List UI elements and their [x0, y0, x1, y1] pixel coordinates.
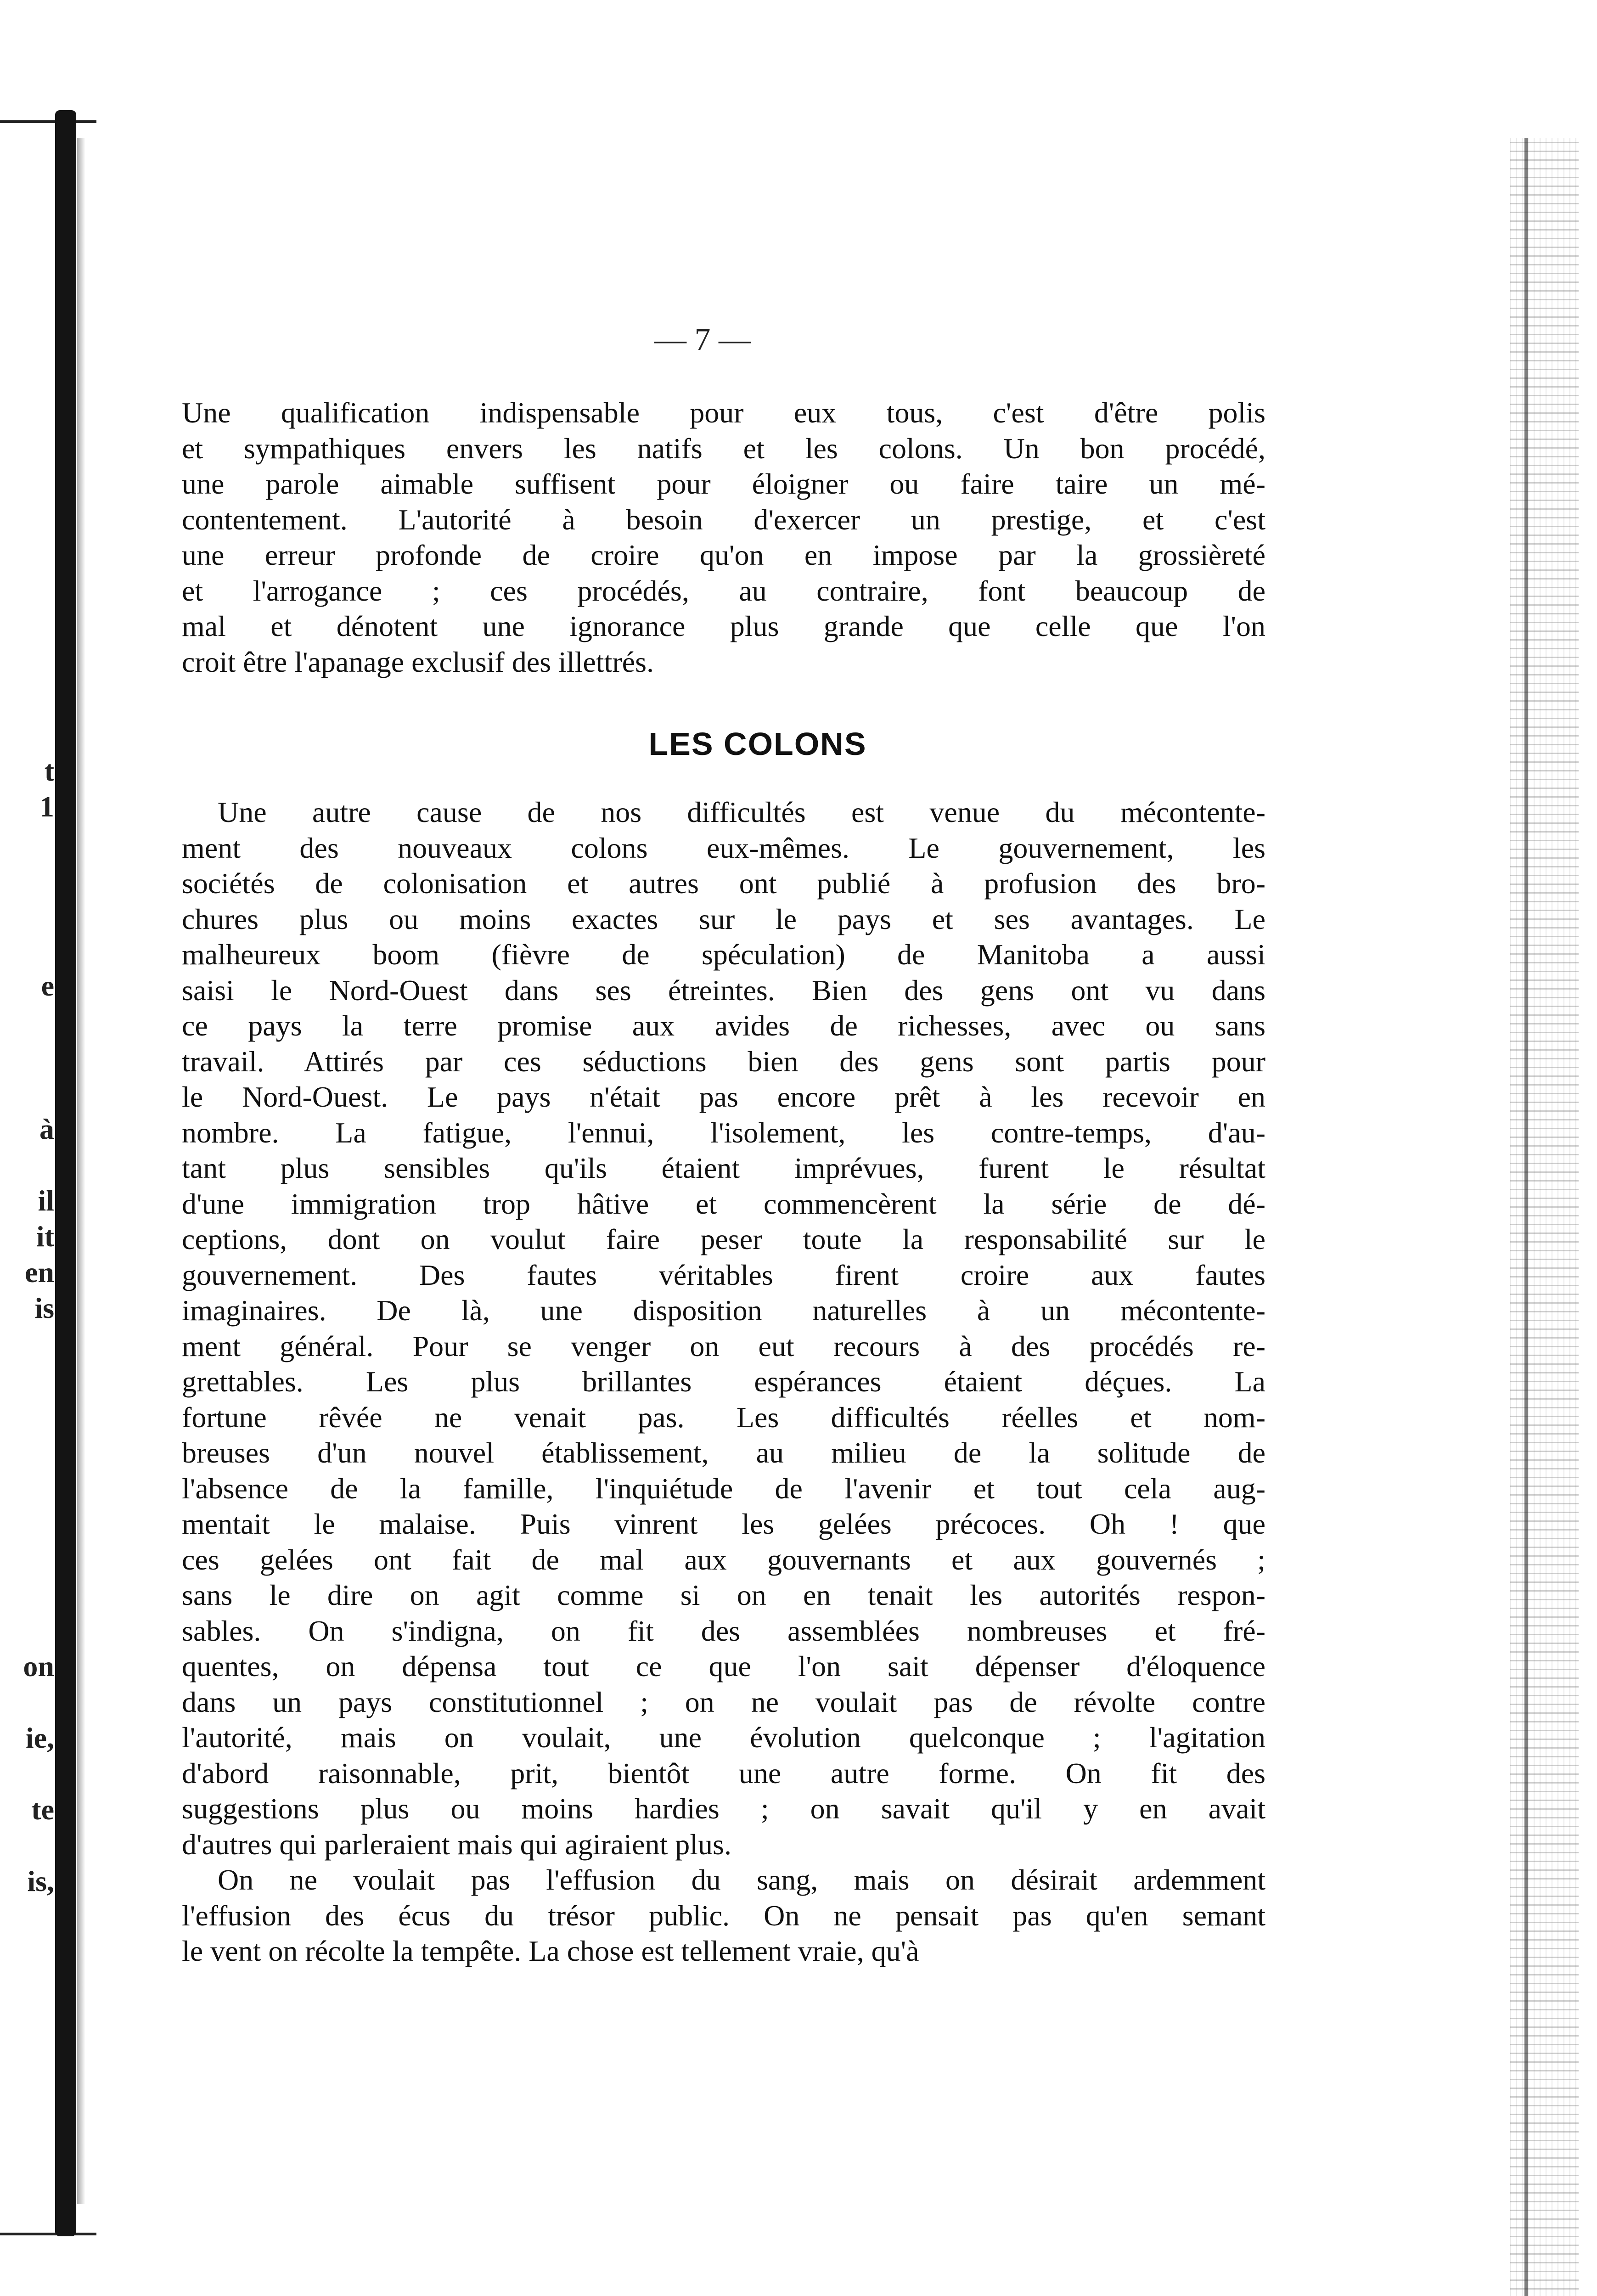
- facing-page-fragment: [3, 1326, 54, 1362]
- page-number: — 7 —: [654, 322, 751, 357]
- facing-page-fragment: te: [31, 1793, 54, 1826]
- text-line: grettables. Les plus brillantes espérances étaient déçues. La: [182, 1365, 1265, 1398]
- paragraph-1: [182, 395, 1265, 680]
- facing-page-fragment: en: [25, 1256, 54, 1289]
- page-gutter-binding: [55, 110, 76, 2236]
- text-line: Une autre cause de nos difficultés est venue du mécontente-: [218, 796, 1265, 828]
- text-line: chures plus ou moins exactes sur le pays et ses avantages. Le: [182, 902, 1265, 935]
- facing-page-fragment: [3, 1362, 54, 1398]
- text-line: mentait le malaise. Puis vinrent les gelées précoces. Oh ! que: [182, 1508, 1265, 1540]
- facing-page-fragment: [3, 1147, 54, 1183]
- facing-page-fragment: [3, 1505, 54, 1541]
- text-line: d'abord raisonnable, prit, bientôt une autre forme. On fit des: [182, 1756, 1265, 1790]
- facing-page-fragment: [3, 825, 54, 861]
- facing-page-fragments: [3, 753, 54, 1899]
- text-line: croit être l'apanage exclusif des illettrés.: [182, 645, 654, 678]
- text-line: et sympathiques envers les natifs et les colons. Un bon procédé,: [182, 432, 1265, 465]
- text-line: le vent on récolte la tempête. La chose est tellement vraie, qu'à: [182, 1935, 919, 1967]
- facing-page-fragment: [3, 932, 54, 968]
- text-line: l'autorité, mais on voulait, une évolution quelconque ; l'agitation: [182, 1721, 1265, 1754]
- right-page-edge-line: [1524, 138, 1528, 2296]
- facing-page-fragment: it: [36, 1220, 54, 1253]
- paragraph-2: [182, 794, 1265, 1969]
- facing-page-fragment: is: [34, 1292, 54, 1324]
- facing-page-fragment: [3, 1075, 54, 1111]
- facing-page-fragment: [3, 1684, 54, 1720]
- gutter-bottom-rule: [0, 2233, 96, 2235]
- text-line: mal et dénotent une ignorance plus grande que celle que l'on: [182, 610, 1265, 642]
- facing-page-fragment: [3, 1469, 54, 1505]
- text-line: ment général. Pour se venger on eut recours à des procédés re-: [182, 1329, 1265, 1362]
- text-line: ceptions, dont on voulut faire peser toute la responsabilité sur le: [182, 1223, 1265, 1255]
- text-line: imaginaires. De là, une disposition naturelles à un mécontente-: [182, 1294, 1265, 1327]
- facing-page-fragment: [3, 1613, 54, 1649]
- facing-page-fragment: [3, 1004, 54, 1040]
- facing-page-fragment: [3, 1541, 54, 1577]
- text-line: On ne voulait pas l'effusion du sang, mais on désirait ardemment: [218, 1863, 1265, 1896]
- facing-page-fragment: on: [23, 1650, 54, 1683]
- facing-page-fragment: [3, 1756, 54, 1792]
- text-line: sables. On s'indigna, on fit des assemblées nombreuses et fré-: [182, 1614, 1265, 1647]
- text-line: breuses d'un nouvel établissement, au milieu de la solitude de: [182, 1436, 1265, 1469]
- facing-page-fragment: [3, 1577, 54, 1613]
- facing-page-fragment: [3, 1398, 54, 1434]
- text-line: tant plus sensibles qu'ils étaient imprévues, furent le résultat: [182, 1152, 1265, 1184]
- text-line: dans un pays constitutionnel ; on ne voulait pas de révolte contre: [182, 1685, 1265, 1718]
- text-line: travail. Attirés par ces séductions bien des gens sont partis pour: [182, 1045, 1265, 1078]
- page-gutter-shadow: [77, 138, 85, 2204]
- text-line: gouvernement. Des fautes véritables firent croire aux fautes: [182, 1258, 1265, 1291]
- text-line: fortune rêvée ne venait pas. Les difficultés réelles et nom-: [182, 1401, 1265, 1434]
- text-line: quentes, on dépensa tout ce que l'on sait dépenser d'éloquence: [182, 1650, 1265, 1683]
- text-line: une parole aimable suffisent pour éloigner ou faire taire un mé-: [182, 467, 1265, 500]
- facing-page-fragment: [3, 896, 54, 932]
- facing-page-fragment: [3, 1040, 54, 1075]
- facing-page-fragment: [3, 1828, 54, 1863]
- text-line: l'effusion des écus du trésor public. On ne pensait pas qu'en semant: [182, 1899, 1265, 1932]
- text-line: une erreur profonde de croire qu'on en impose par la grossièreté: [182, 539, 1265, 571]
- text-line: malheureux boom (fièvre de spéculation) de Manitoba a aussi: [182, 938, 1265, 971]
- text-line: saisi le Nord-Ouest dans ses étreintes. Bien des gens ont vu dans: [182, 974, 1265, 1007]
- facing-page-fragment: à: [39, 1113, 54, 1145]
- right-page-edge: [1510, 138, 1579, 2296]
- text-line: sociétés de colonisation et autres ont publié à profusion des bro-: [182, 867, 1265, 900]
- facing-page-fragment: [3, 861, 54, 896]
- text-line: suggestions plus ou moins hardies ; on savait qu'il y en avait: [182, 1792, 1265, 1825]
- text-line: le Nord-Ouest. Le pays n'était pas encore prêt à les recevoir en: [182, 1080, 1265, 1113]
- text-line: sans le dire on agit comme si on en tenait les autorités respon-: [182, 1579, 1265, 1611]
- text-line: ce pays la terre promise aux avides de richesses, avec ou sans: [182, 1009, 1265, 1042]
- text-line: Une qualification indispensable pour eux tous, c'est d'être polis: [182, 396, 1265, 429]
- facing-page-fragment: is,: [27, 1865, 54, 1897]
- gutter-top-rule: [0, 120, 96, 123]
- facing-page-fragment: t: [44, 754, 54, 787]
- text-line: d'autres qui parleraient mais qui agiraient plus.: [182, 1828, 731, 1861]
- text-line: l'absence de la famille, l'inquiétude de l'avenir et tout cela aug-: [182, 1472, 1265, 1505]
- facing-page-fragment: e: [41, 969, 54, 1002]
- text-line: d'une immigration trop hâtive et commencèrent la série de dé-: [182, 1187, 1265, 1220]
- text-line: et l'arrogance ; ces procédés, au contraire, font beaucoup de: [182, 574, 1265, 607]
- facing-page-fragment: [3, 1434, 54, 1469]
- section-heading: LES COLONS: [648, 726, 867, 762]
- facing-page-fragment: ie,: [25, 1722, 54, 1754]
- text-line: ces gelées ont fait de mal aux gouvernants et aux gouvernés ;: [182, 1543, 1265, 1576]
- text-line: nombre. La fatigue, l'ennui, l'isolement, les contre-temps, d'au-: [182, 1116, 1265, 1149]
- facing-page-fragment: 1: [39, 790, 54, 823]
- facing-page-fragment: il: [38, 1184, 54, 1217]
- text-line: ment des nouveaux colons eux-mêmes. Le gouvernement, les: [182, 831, 1265, 864]
- text-line: contentement. L'autorité à besoin d'exercer un prestige, et c'est: [182, 503, 1265, 536]
